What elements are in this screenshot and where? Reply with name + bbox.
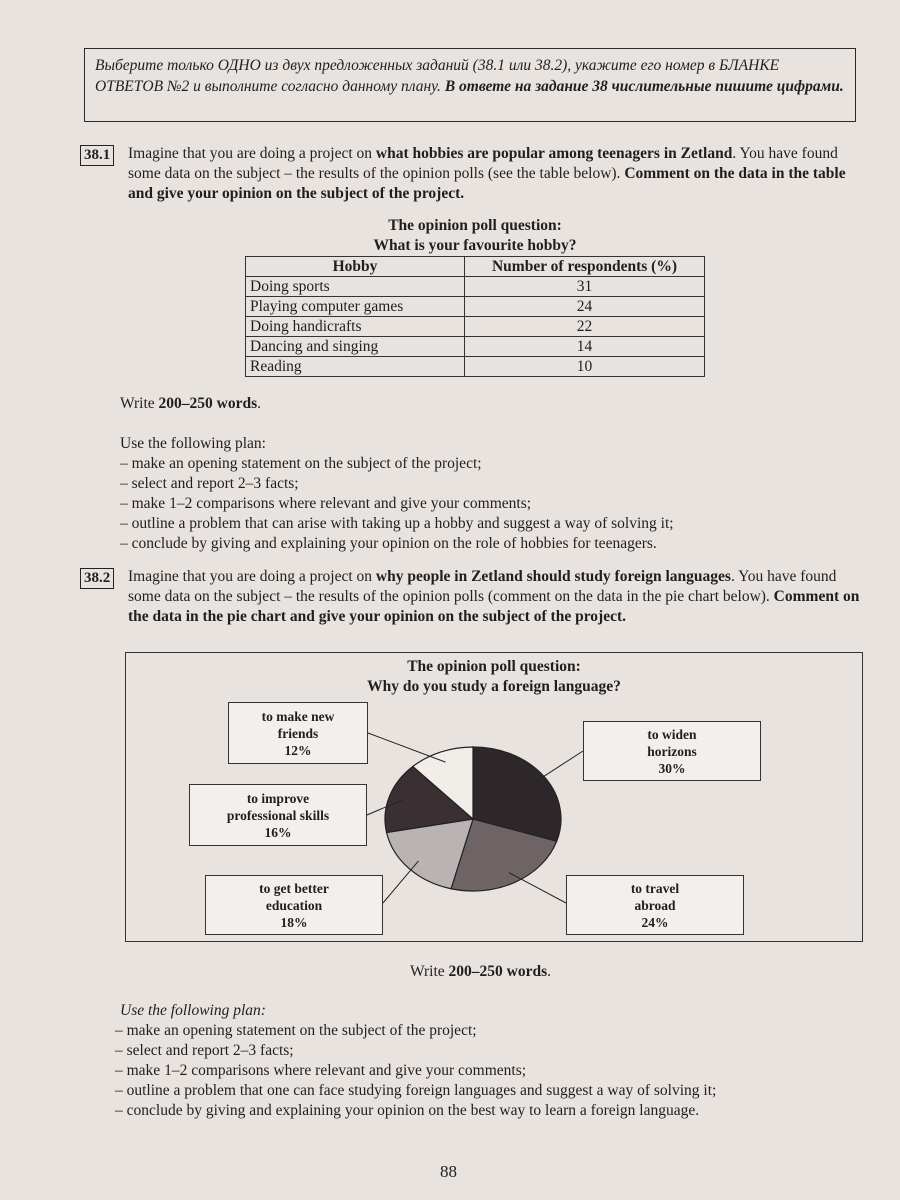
label-line: to travel: [630, 880, 680, 896]
label-line: to get better: [259, 880, 329, 896]
instruction-box: [84, 48, 856, 122]
table-caption: [245, 216, 705, 256]
task-2-intro-text: Imagine that you are doing a project on: [128, 568, 373, 585]
pie-chart-box: [125, 652, 863, 942]
task-number-38-2: 38.2: [80, 568, 114, 589]
table-row: [246, 277, 705, 297]
leader-line: [383, 861, 418, 903]
task-2-intro: [128, 567, 870, 627]
table-caption-line-2: What is your favourite hobby?: [373, 237, 577, 254]
instruction-text: Выберите только ОДНО из двух предложенных заданий (38.1 или 38.2), укажите его номер в БЛАНКЕ ОТВЕТОВ №2 и выполните согласно данному плану.: [95, 57, 780, 95]
label-line: abroad: [634, 897, 676, 913]
label-line: horizons: [647, 743, 697, 759]
task-1-intro-text-2: . You have found some data on the subject – the results of the opinion polls (see the table below).: [128, 145, 838, 182]
hobby-cell: Reading: [246, 357, 465, 377]
hobby-cell: Doing handicrafts: [246, 317, 465, 337]
label-line: to improve: [246, 790, 310, 806]
word-count-suffix: .: [547, 963, 552, 980]
word-count-prefix: Write: [410, 963, 449, 980]
task-2-plan-item: – make an opening statement on the subject of the project;: [115, 1022, 477, 1039]
task-1-plan-item: – make an opening statement on the subject of the project;: [120, 455, 482, 472]
table-row: [246, 357, 705, 377]
hobby-cell: Doing sports: [246, 277, 465, 297]
leader-line: [534, 751, 583, 783]
label-percent: 12%: [284, 742, 312, 758]
percent-cell: 22: [465, 317, 705, 337]
label-line: education: [265, 897, 323, 913]
table-header-respondents: Number of respondents (%): [465, 257, 705, 277]
label-line: to make new: [261, 708, 335, 724]
table-caption-line-1: The opinion poll question:: [388, 217, 562, 234]
task-1-word-count: [120, 394, 261, 414]
task-number-38-1: 38.1: [80, 145, 114, 166]
label-line: professional skills: [226, 807, 330, 823]
word-count-range: 200–250 words: [158, 395, 258, 412]
table-row: [246, 317, 705, 337]
label-improve-professional-skills: [189, 784, 367, 846]
label-percent: 30%: [658, 760, 686, 776]
label-travel-abroad: [566, 875, 744, 935]
label-get-better-education: [205, 875, 383, 935]
task-2-intro-text-2: . You have found some data on the subject – the results of the opinion polls (comment on the data in the pie chart below).: [128, 568, 837, 605]
percent-cell: 31: [465, 277, 705, 297]
task-1-topic: what hobbies are popular among teenagers in Zetland: [375, 145, 733, 162]
task-2-plan-item: – make 1–2 comparisons where relevant and give your comments;: [115, 1062, 527, 1079]
task-1-intro-text: Imagine that you are doing a project on: [128, 145, 373, 162]
task-2-topic: why people in Zetland should study foreign languages: [375, 568, 731, 585]
table-row: [246, 297, 705, 317]
label-line: to widen: [647, 726, 697, 742]
task-2-plan-item: – outline a problem that one can face studying foreign languages and suggest a way of solving it;: [115, 1082, 717, 1099]
hobby-cell: Playing computer games: [246, 297, 465, 317]
task-1-plan-item: – conclude by giving and explaining your opinion on the role of hobbies for teenagers.: [120, 535, 657, 552]
percent-cell: 24: [465, 297, 705, 317]
task-2-comment-instruction: Comment on the data in the pie chart and give your opinion on the subject of the project.: [128, 588, 860, 625]
task-1-plan-item: – outline a problem that can arise with taking up a hobby and suggest a way of solving it;: [120, 515, 674, 532]
leader-line: [509, 873, 566, 903]
chart-title-line-1: The opinion poll question:: [407, 658, 581, 675]
table-header-hobby: Hobby: [246, 257, 465, 277]
task-2-plan-title: Use the following plan:: [120, 1002, 266, 1019]
hobby-cell: Dancing and singing: [246, 337, 465, 357]
task-1-intro: [128, 144, 873, 204]
label-make-new-friends: [228, 702, 368, 764]
leader-line: [368, 733, 445, 762]
task-2-plan-item: – conclude by giving and explaining your opinion on the best way to learn a foreign language.: [115, 1102, 700, 1119]
task-1-plan-item: – make 1–2 comparisons where relevant and give your comments;: [120, 495, 532, 512]
word-count-range: 200–250 words: [448, 963, 548, 980]
label-line: friends: [277, 725, 319, 741]
task-1-plan-title: Use the following plan:: [120, 435, 266, 452]
task-2-word-count: [410, 962, 551, 982]
label-percent: 24%: [641, 914, 669, 930]
task-1-plan-item: – select and report 2–3 facts;: [120, 475, 299, 492]
label-percent: 18%: [280, 914, 308, 930]
table-row: [246, 337, 705, 357]
task-2-plan-item: – select and report 2–3 facts;: [115, 1042, 294, 1059]
label-percent: 16%: [264, 824, 292, 840]
percent-cell: 10: [465, 357, 705, 377]
hobby-poll-table: [245, 216, 705, 377]
word-count-prefix: Write: [120, 395, 159, 412]
label-widen-horizons: [583, 721, 761, 781]
task-1-comment-instruction: Comment on the data in the table and give your opinion on the subject of the project.: [128, 165, 846, 202]
word-count-suffix: .: [257, 395, 262, 412]
percent-cell: 14: [465, 337, 705, 357]
table-header-row: [246, 257, 705, 277]
chart-title-line-2: Why do you study a foreign language?: [367, 678, 621, 695]
page-number: 88: [440, 1162, 457, 1181]
instruction-emphasis: В ответе на задание 38 числительные пишите цифрами.: [444, 78, 844, 95]
